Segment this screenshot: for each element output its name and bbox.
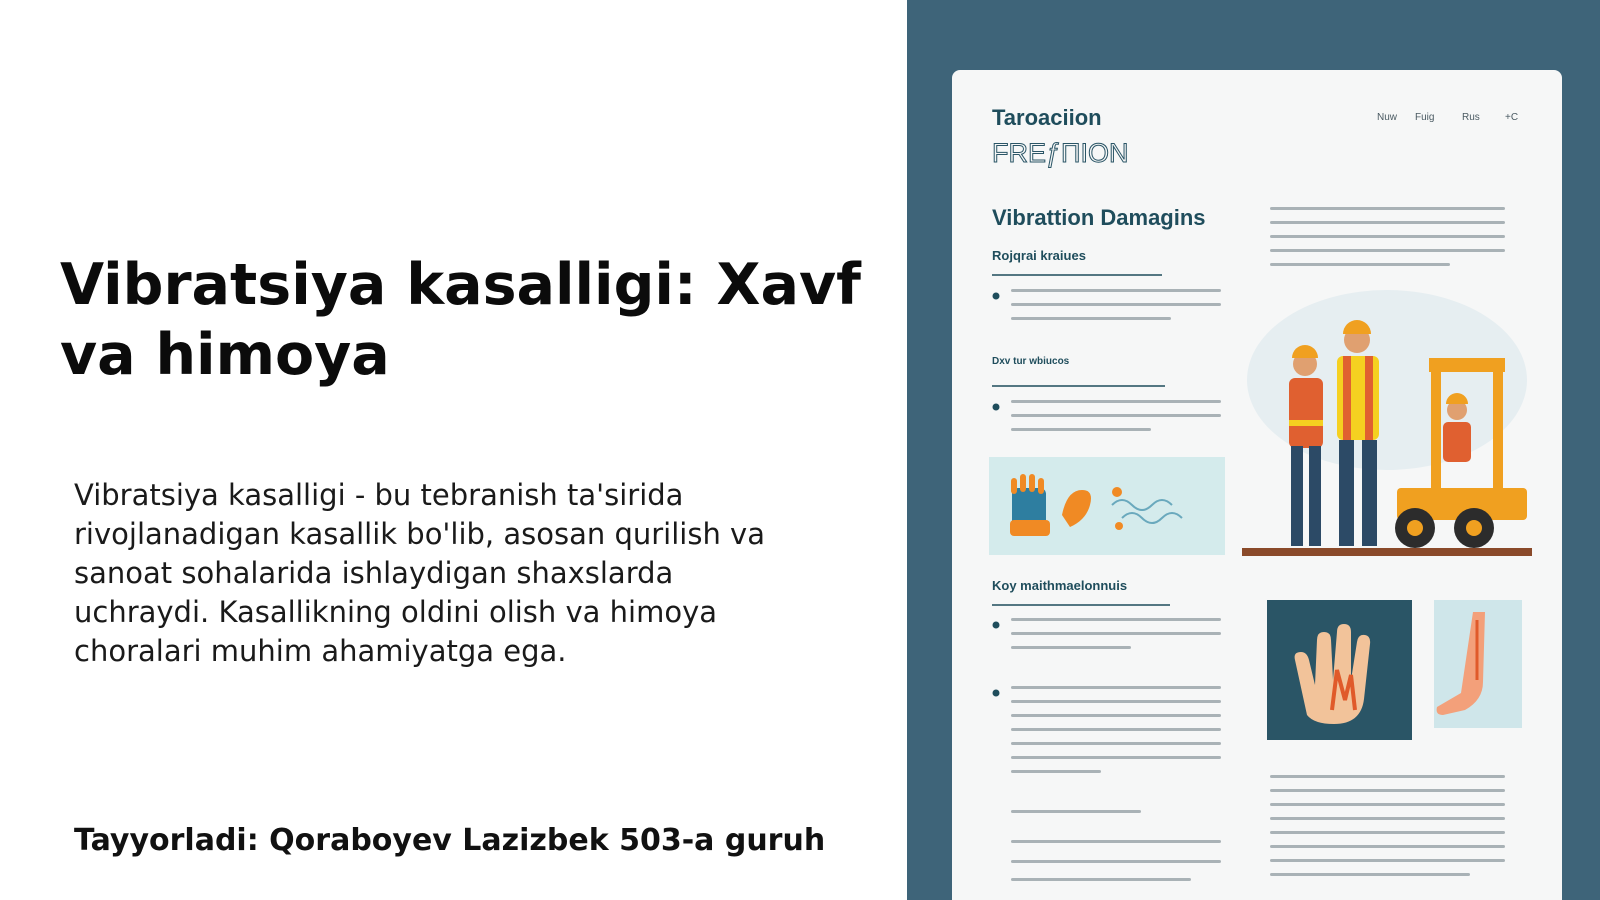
slide-title: Vibratsiya kasalligi: Xavf va himoya bbox=[60, 252, 861, 388]
infographic-illustration bbox=[907, 0, 1600, 900]
section1-title: Rojqrai kraiues bbox=[992, 248, 1086, 263]
infographic-heading: Vibrattion Damagins bbox=[992, 205, 1206, 230]
nav-item-2: Fuig bbox=[1415, 112, 1435, 123]
brand-line1: Taroaciion bbox=[992, 105, 1102, 130]
nav-item-4: +C bbox=[1505, 112, 1519, 123]
brand-line2: FREƒΠION bbox=[992, 138, 1129, 168]
section3-title: Koy maithmaelonnuis bbox=[992, 578, 1128, 593]
author-line: Tayyorladi: Qoraboyev Lazizbek 503-a guruh bbox=[74, 823, 826, 858]
foot-icon bbox=[1434, 600, 1522, 728]
glove-icon bbox=[1010, 474, 1050, 536]
nav-item-3: Rus bbox=[1462, 112, 1480, 123]
hand-xray-image bbox=[1267, 600, 1412, 740]
nav-item-1: Nuw bbox=[1377, 112, 1398, 123]
slide-body-text: Vibratsiya kasalligi - bu tebranish ta'sirida rivojlanadigan kasallik bo'lib, asosan qurilish va sanoat sohalarida ishlaydigan shaxslarda uchraydi. Kasallikning oldini olish va himoya choralari muhim ahamiyatga ega. bbox=[74, 478, 765, 668]
section2-title: Dxv tur wbiucos bbox=[992, 356, 1070, 367]
illustration-panel bbox=[907, 0, 1600, 900]
